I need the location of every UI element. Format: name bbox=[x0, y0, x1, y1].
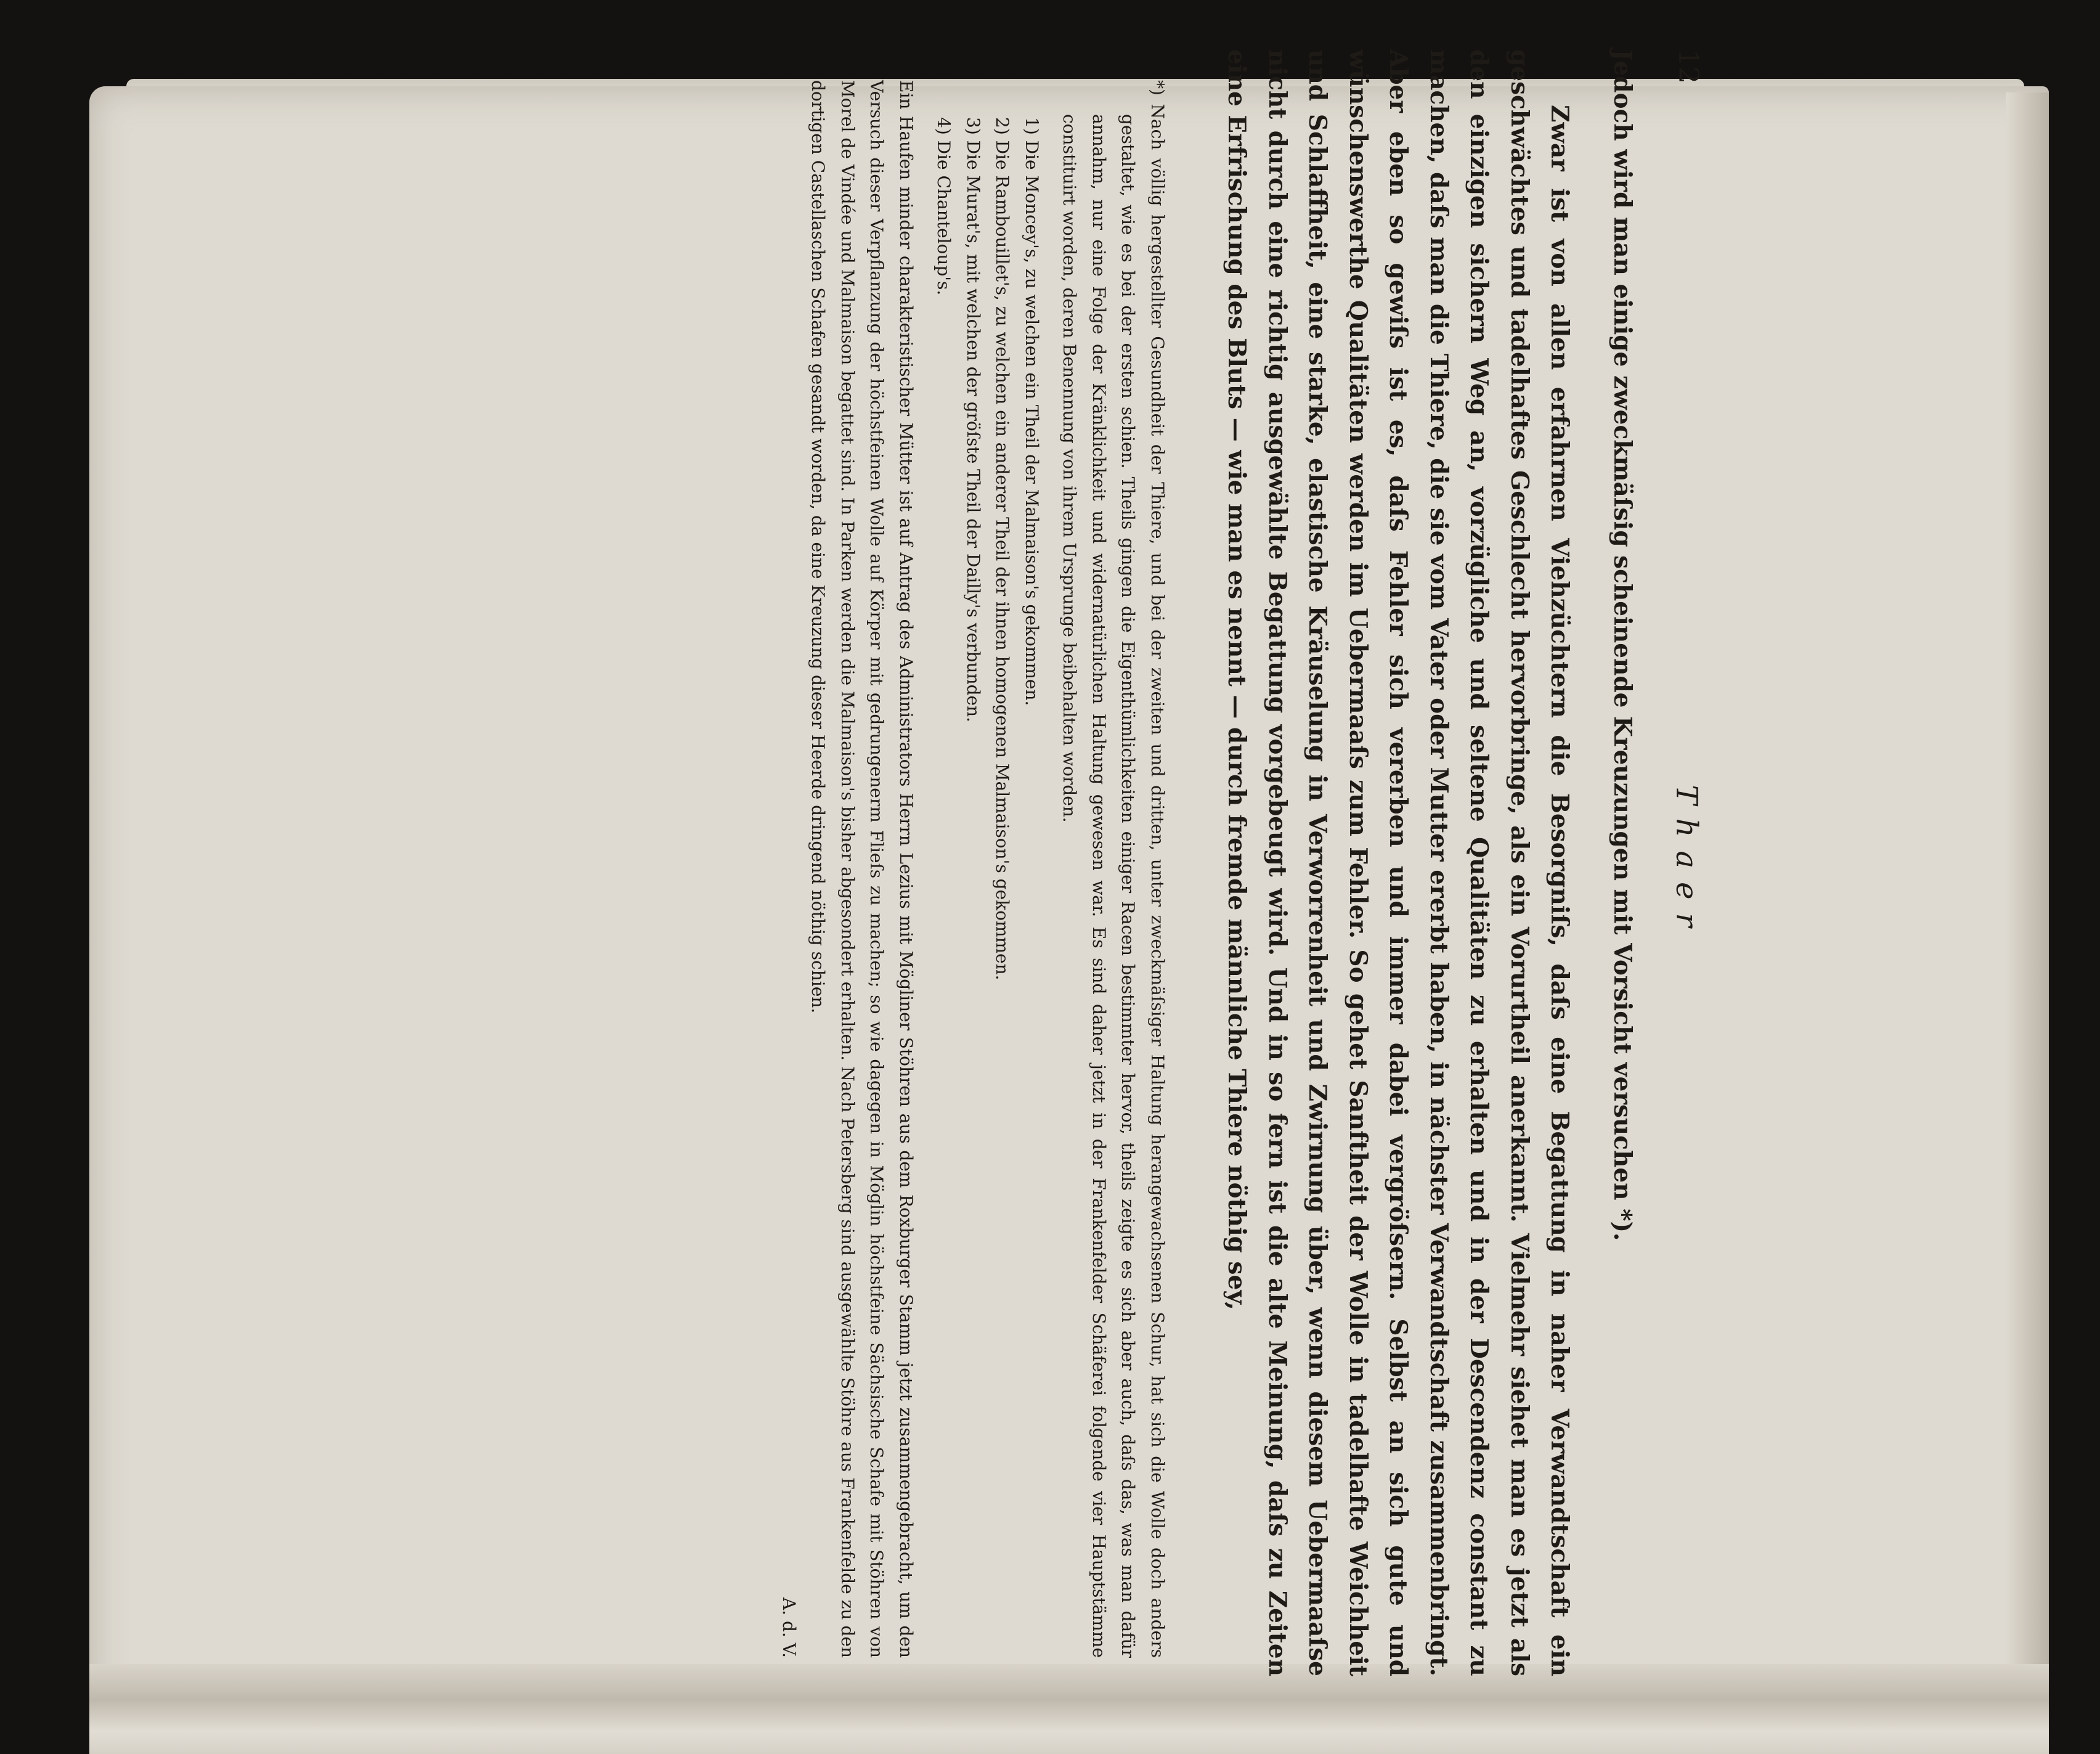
footnote-list-item: 2) Die Rambouillet's, zu welchen ein anderer Theil der ihnen homogenen Malmaison's gekommen. bbox=[992, 117, 1013, 981]
page-edge-right bbox=[2006, 92, 2049, 1753]
main-paragraph: Jedoch wird man einige zweckmäſsig scheinende Kreuzungen mit Vorsicht versuchen *). bbox=[1608, 49, 1637, 1241]
main-paragraph: Zwar ist von allen erfahrnen Viehzüchtern die Besorgniſs, daſs eine Begattung in naher Verwandtschaft ein geschwächtes und tadelhaftes Geschlecht hervorbringe, als ein Vorurtheil anerkannt. Vielmehr siehet man es jetzt als den einzigen sichern Weg an, vorzügliche und seltene Qualitäten zu erhalten und in der Descendenz constant zu machen, daſs man die Thiere, die sie vom Vater oder Mutter ererbt haben, in nächster Verwandtschaft zusammenbringt. Aber eben so gewiſs ist es, daſs Fehler sich vererben und immer dabei vergröſsern. Selbst an sich gute und wünschenswerthe Qualitäten werden im Uebermaaſs zum Fehler. So gehet Sanftheit der Wolle in tadelhafte Weichheit und Schlaffheit, eine starke, elastische Kräuselung in Verworrenheit und Zwirnung über, wenn diesem Uebermaaſse nicht durch eine richtig ausgewählte Begattung vorgebeugt wird. Und in so fern ist die alte Meinung, daſs zu Zeiten eine Erfrischung des Bluts — wie man es nennt — durch fremde männliche Thiere nöthig sey, bbox=[1223, 49, 1574, 1676]
footnote bbox=[775, 80, 1173, 1658]
footnote-closing-paragraph: Ein Haufen minder charakteristischer Mütter ist auf Antrag des Administrators Herrn Lezius mit Mögliner Stöhren aus dem Roxburger Stamm jetzt zusammengebracht, um den Versuch dieser Verpflanzung der höchstfeinen Wolle auf Körper mit gedrungenerm Flieſs zu machen; so wie dagegen in Möglin höchstfeine Sächsische Schafe mit Stöhren von Morel de Vindée und Malmaison begattet sind. In Parken werden die Malmaison's bisher abgesondert erhalten. Nach Petersberg sind ausgewählte Stöhre aus Frankenfelde zu den dortigen Castellaschen Schafen gesandt worden, da eine Kreuzung dieser Heerde dringend nöthig schien. bbox=[808, 80, 916, 1658]
running-head bbox=[1661, 49, 1704, 1676]
footnote-intro: *) Nach völlig hergestellter Gesundheit der Thiere, und bei der zweiten und dritten, unter zweckmäſsiger Haltung herangewachsenen Schur, hat sich die Wolle doch anders gestaltet, wie es bei der ersten schien. Theils gingen die Eigenthümlichkeiten einiger Racen bestimmter hervor, theils zeigte es sich aber auch, daſs das, was man dafür annahm, nur eine Folge der Kränklichkeit und widernatürlichen Haltung gewesen war. Es sind daher jetzt in der Frankenfelder Schäferei folgende vier Hauptstämme constituirt worden, deren Benennung von ihrem Ursprunge beibehalten worden. bbox=[1059, 80, 1168, 1658]
running-title: Thaer bbox=[1669, 785, 1704, 941]
footnote-list-item: 4) Die Chanteloup's. bbox=[934, 117, 954, 296]
footnote-list-item: 1) Die Moncey's, zu welchen ein Theil der Malmaison's gekommen. bbox=[1022, 117, 1042, 706]
footnote-list-item: 3) Die Murat's, mit welchen der gröſste Theil der Dailly's verbunden. bbox=[963, 117, 983, 723]
footnote-signature: A. d. V. bbox=[779, 1597, 799, 1658]
rotated-text-block bbox=[330, 49, 1704, 1676]
page-number: 12 bbox=[1672, 49, 1704, 84]
main-text bbox=[1216, 49, 1642, 1676]
book-gutter bbox=[89, 1664, 2049, 1754]
